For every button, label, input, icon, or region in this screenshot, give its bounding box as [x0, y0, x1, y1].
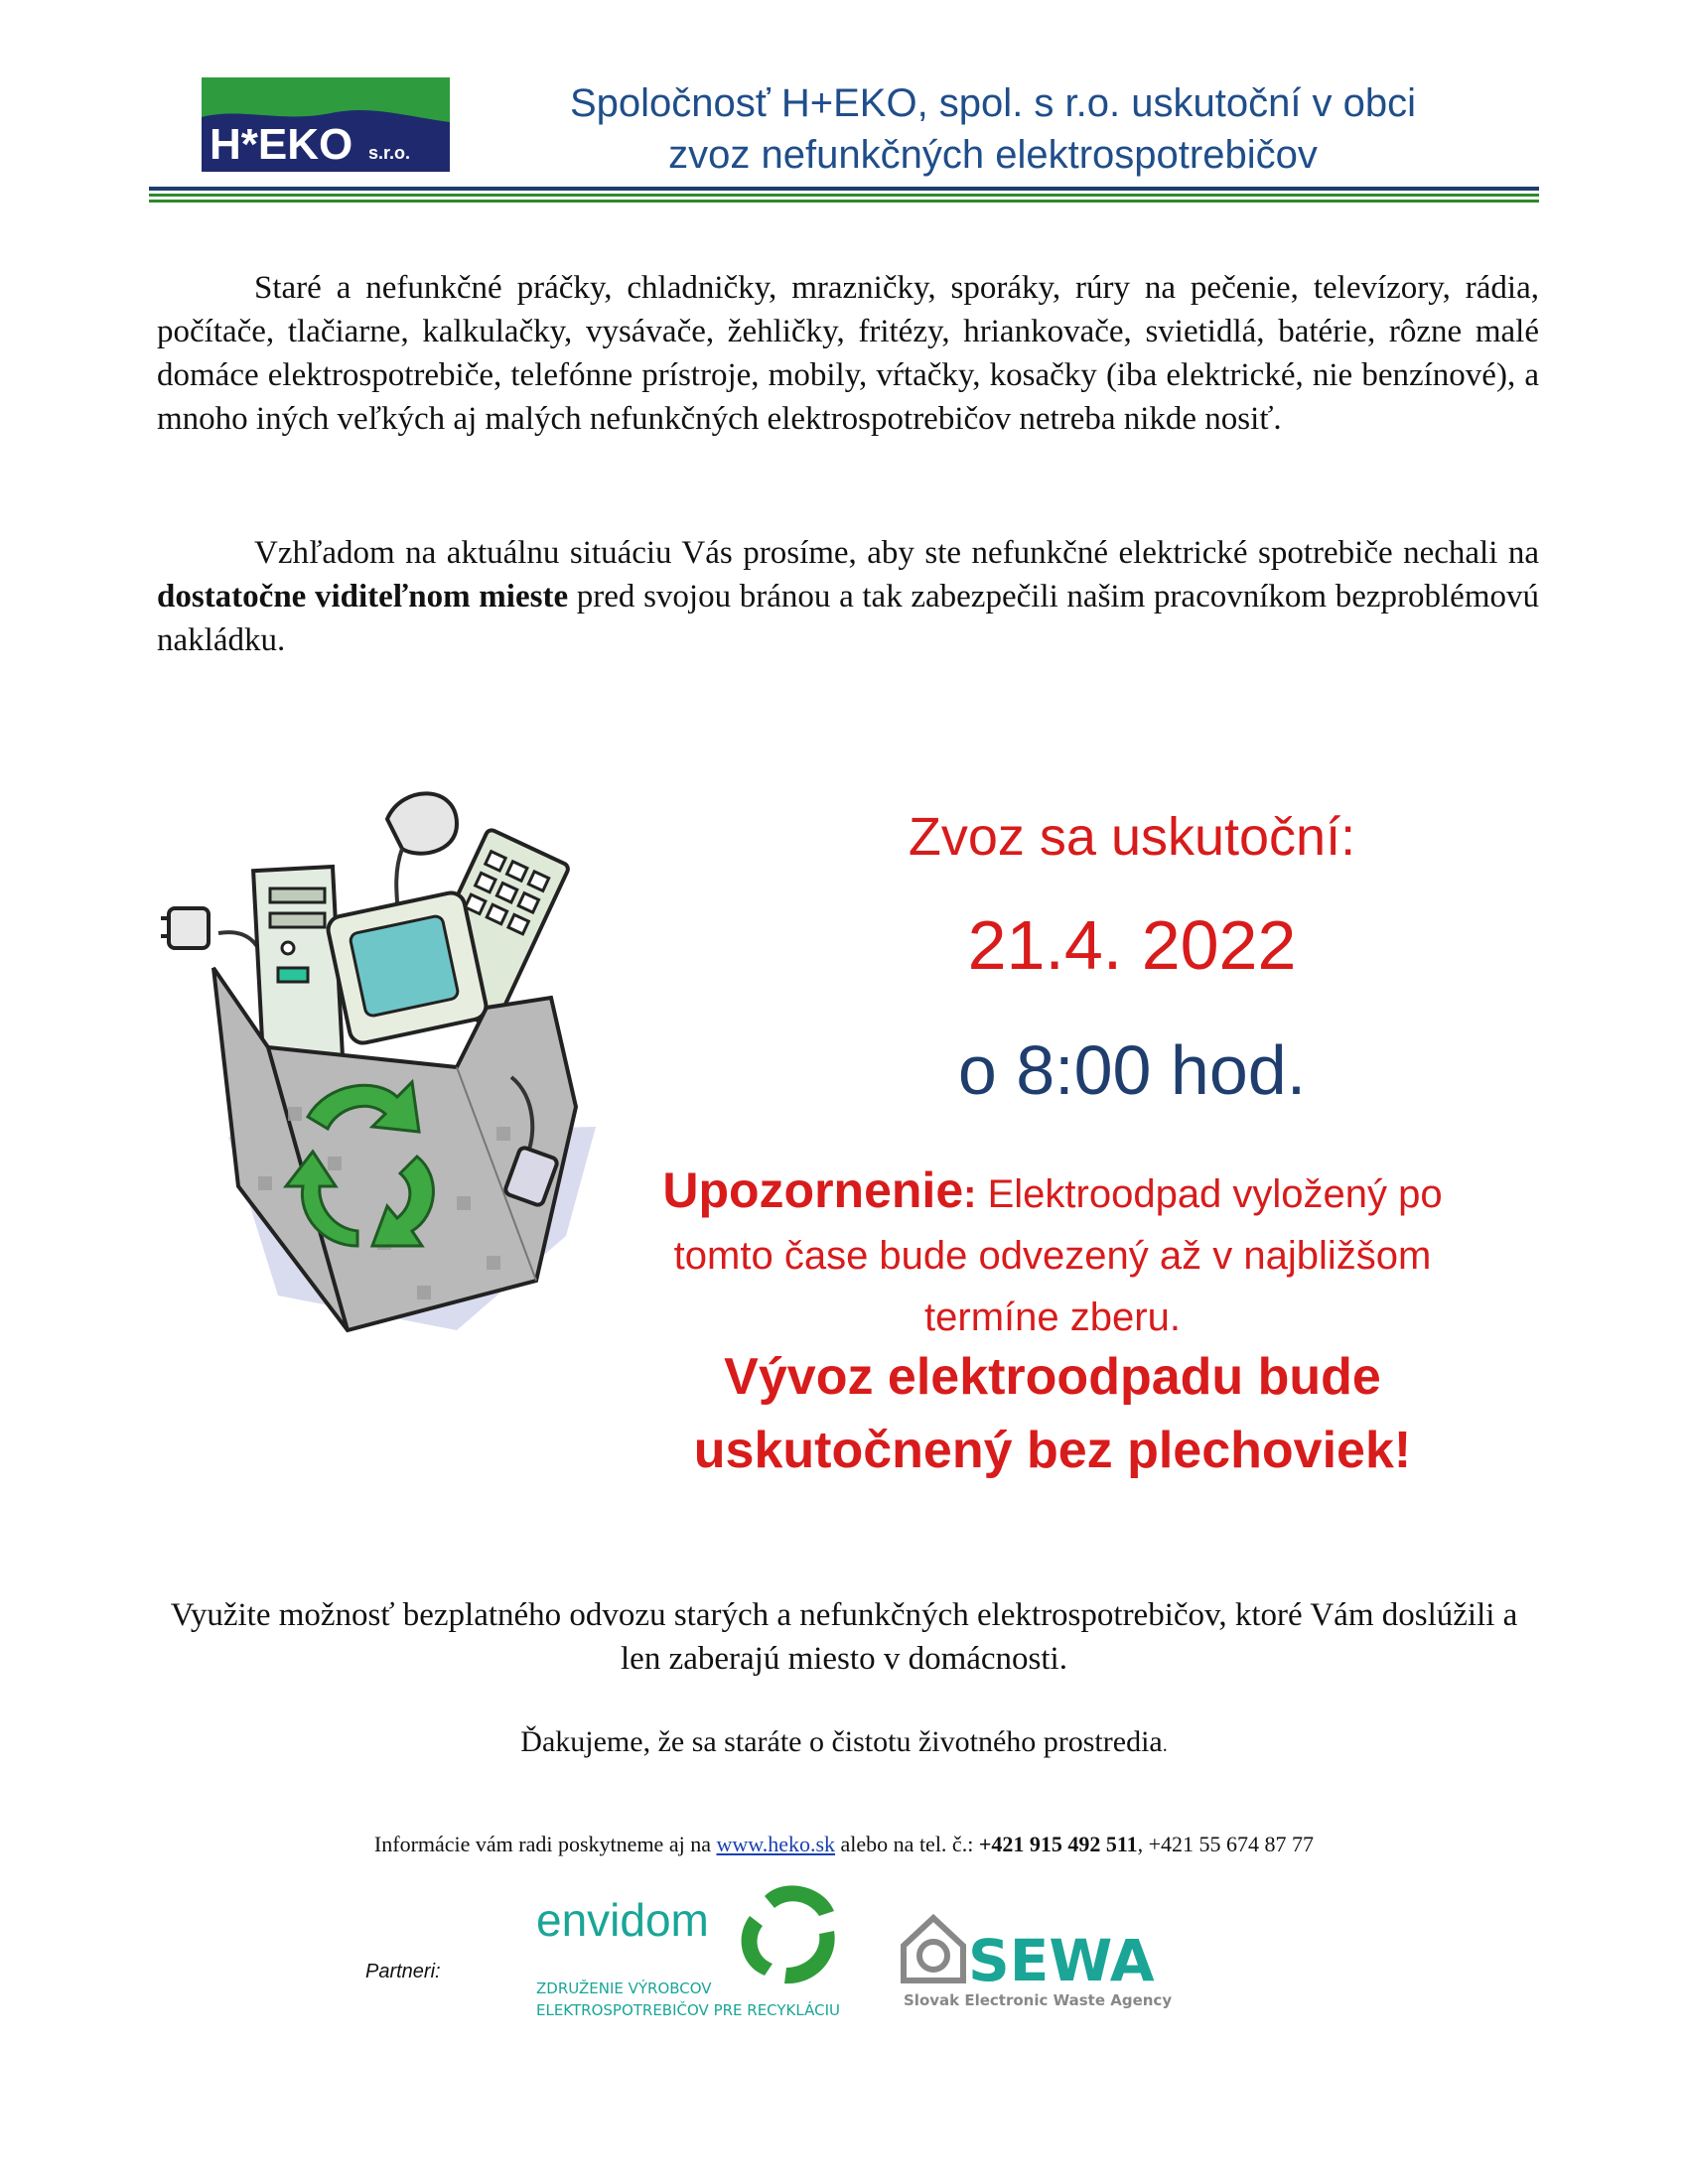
thanks-text: [149, 1722, 1539, 1765]
no-cans-notice: Vývoz elektroodpadu bude uskutočnený bez plechoviek!: [693, 1348, 1412, 1479]
sewa-name: SEWA: [968, 1927, 1155, 1994]
notice-label: Upozornenie: [662, 1162, 964, 1218]
envidom-sub-1: ZDRUŽENIE VÝROBCOV: [536, 1979, 712, 1997]
partners-label: Partneri:: [365, 1961, 441, 1982]
sewa-logo: [899, 1906, 1177, 2015]
heko-logo: [202, 77, 450, 172]
intro-paragraph: Staré a nefunkčné práčky, chladničky, mrazničky, sporáky, rúry na pečenie, televízory, rádia, počítače, tlačiarne, kalkulačky, vysávače, žehličky, fritézy, hriankovače, svietidlá, batérie, rôzne malé domáce elektrospotrebiče, telefónne prístroje, mobily, vŕtačky, kosačky (iba elektrické, nie benzínové), a mnoho iných veľkých aj malých nefunkčných elektrospotrebičov netreba nikde nosiť.: [157, 270, 1539, 437]
info-text-2: alebo na tel. č.:: [835, 1832, 979, 1856]
pickup-date: 21.4. 2022: [967, 906, 1297, 984]
sewa-sub: Slovak Electronic Waste Agency: [904, 1991, 1173, 2009]
phone-primary: +421 915 492 511: [978, 1832, 1138, 1856]
thanks-main: Ďakujeme, že sa staráte o čistotu životného prostredia: [520, 1725, 1163, 1758]
request-text-1: Vzhľadom na aktuálnu situáciu Vás prosíme, aby ste nefunkčné elektrické spotrebiče nechali na: [254, 535, 1539, 571]
logo-text: H*EKO: [210, 120, 353, 169]
notice-text: Elektroodpad vyložený po tomto čase bude odvezený až v najbližšom termíne zberu.: [673, 1172, 1443, 1339]
website-link[interactable]: www.heko.sk: [716, 1832, 836, 1856]
notice: [616, 1160, 1489, 1348]
envidom-logo: [536, 1876, 854, 2025]
page-title: [477, 77, 1509, 181]
contact-info: [149, 1830, 1539, 1859]
request-paragraph: [157, 531, 1539, 662]
thanks-dot: .: [1162, 1734, 1168, 1756]
notice-colon: :: [963, 1172, 977, 1216]
request-text-bold: dostatočne viditeľnom mieste: [157, 579, 569, 614]
info-text-1: Informácie vám radi poskytneme aj na: [373, 1832, 717, 1856]
offer-text: Využite možnosť bezplatného odvozu starých a nefunkčných elektrospotrebičov, ktoré Vám doslúžili a len zaberajú miesto v domácnosti.: [170, 1597, 1518, 1677]
envidom-sub-2: ELEKTROSPOTREBIČOV PRE RECYKLÁCIU: [536, 2001, 840, 2019]
title-line-1: Spoločnosť H+EKO, spol. s r.o. uskutoční v obci: [569, 81, 1417, 125]
header-divider: [149, 187, 1539, 203]
title-line-2: zvoz nefunkčných elektrospotrebičov: [668, 133, 1318, 177]
phone-secondary: , +421 55 674 87 77: [1137, 1832, 1315, 1856]
request-text-2: pred svojou bránou a tak zabezpečili našim pracovníkom bezproblémovú nakládku.: [157, 579, 1539, 658]
pickup-time: o 8:00 hod.: [957, 1031, 1307, 1109]
recycling-bin-illustration: [159, 779, 635, 1335]
pickup-heading: Zvoz sa uskutoční:: [908, 807, 1356, 867]
envidom-name: envidom: [536, 1894, 709, 1946]
logo-suffix: s.r.o.: [368, 143, 411, 163]
